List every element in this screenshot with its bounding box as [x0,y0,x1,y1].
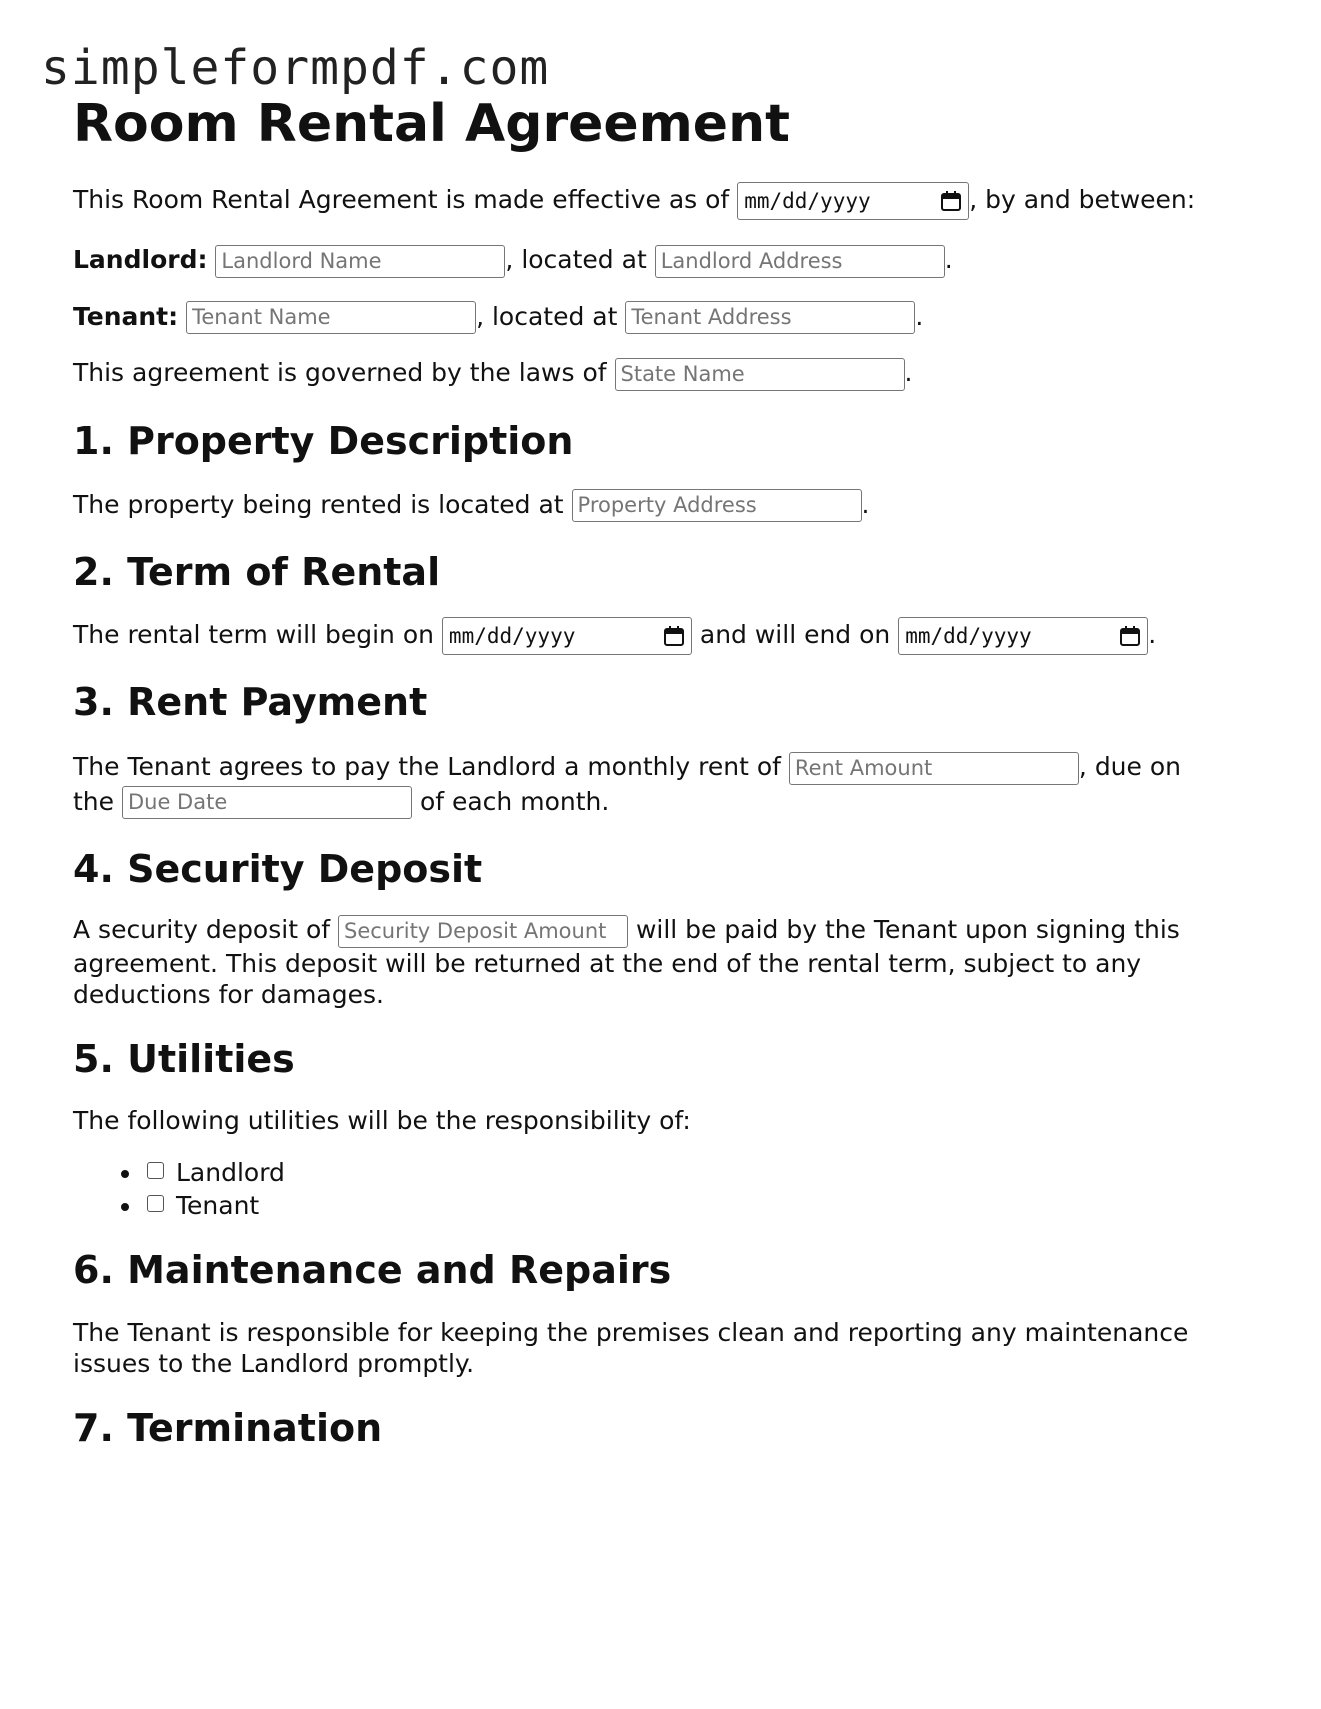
tenant-utilities-checkbox[interactable] [147,1195,164,1212]
due-date-input[interactable]: Due Date [122,786,412,819]
section-3-text: The Tenant agrees to pay the Landlord a monthly rent of Rent Amount , due on the Due Date of each month. [73,750,1253,819]
calendar-icon [940,190,962,212]
section-4-heading: 4. Security Deposit [73,847,483,891]
calendar-icon [663,625,685,647]
intro-paragraph: This Room Rental Agreement is made effective as of mm/dd/yyyy , by and between: [73,182,1253,220]
landlord-line: Landlord: Landlord Name , located at Landlord Address . [73,243,1253,278]
page-title: Room Rental Agreement [73,94,790,154]
section-4-text: A security deposit of Security Deposit Amount will be paid by the Tenant upon signing this agreement. This deposit will be returned at the end of the rental term, subject to any deductions for damages. [73,915,1180,1009]
section-2-text: The rental term will begin on mm/dd/yyyy and will end on mm/dd/yyyy . [73,617,1253,655]
rental-start-date-input[interactable]: mm/dd/yyyy [442,617,692,655]
section-2-heading: 2. Term of Rental [73,550,441,594]
landlord-name-input[interactable]: Landlord Name [215,245,505,278]
list-item: • Tenant [143,1189,1253,1222]
section-6-heading: 6. Maintenance and Repairs [73,1247,672,1292]
tenant-label: Tenant: [73,301,179,331]
utilities-options-list [73,1156,1253,1222]
calendar-icon [1119,625,1141,647]
effective-date-input[interactable]: mm/dd/yyyy [737,182,969,220]
watermark: simpleformpdf.com [41,40,550,96]
section-5-text: The following utilities will be the responsibility of: [73,1105,691,1135]
section-3-heading: 3. Rent Payment [73,680,428,724]
security-deposit-input[interactable]: Security Deposit Amount [338,915,628,948]
governing-law-line: This agreement is governed by the laws of State Name . [73,356,1253,391]
landlord-utilities-checkbox[interactable] [147,1162,164,1179]
section-1-heading: 1. Property Description [73,418,574,463]
state-name-input[interactable]: State Name [615,358,905,391]
tenant-line: Tenant: Tenant Name , located at Tenant Address . [73,300,1253,335]
agreement-document [73,92,1253,1451]
section-6-text: The Tenant is responsible for keeping the premises clean and reporting any maintenance issues to the Landlord promptly. [73,1317,1189,1378]
rental-end-date-input[interactable]: mm/dd/yyyy [898,617,1148,655]
section-1-text: The property being rented is located at Property Address . [73,488,1253,523]
section-7-heading: 7. Termination [73,1405,383,1450]
list-item: • Landlord [143,1156,1253,1189]
landlord-label: Landlord: [73,245,208,274]
landlord-address-input[interactable]: Landlord Address [655,245,945,278]
tenant-name-input[interactable]: Tenant Name [186,301,476,334]
rent-amount-input[interactable]: Rent Amount [789,752,1079,785]
property-address-input[interactable]: Property Address [572,489,862,522]
tenant-address-input[interactable]: Tenant Address [625,301,915,334]
section-5-heading: 5. Utilities [73,1036,295,1081]
